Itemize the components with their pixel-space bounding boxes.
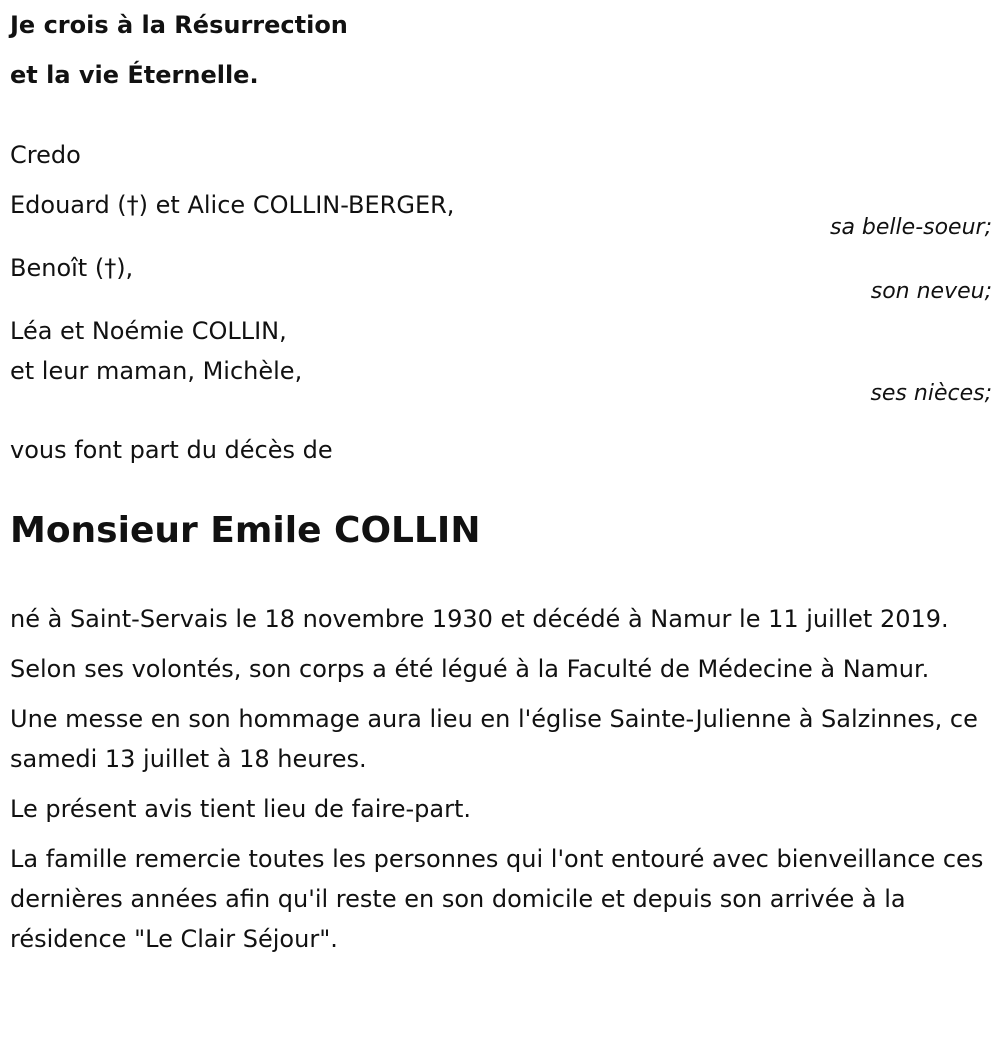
- family-role-1: sa belle-soeur;: [830, 215, 992, 240]
- notice-paragraph: Le présent avis tient lieu de faire-part.: [10, 795, 472, 823]
- body-donation-paragraph: Selon ses volontés, son corps a été légué à la Faculté de Médecine à Namur.: [10, 655, 930, 683]
- deceased-name: Monsieur Emile COLLIN: [10, 510, 481, 551]
- family-member-3b: et leur maman, Michèle,: [10, 357, 303, 385]
- family-member-3: Léa et Noémie COLLIN,: [10, 317, 287, 345]
- mass-paragraph: Une messe en son hommage aura lieu en l'église Sainte-Julienne à Salzinnes, ce samedi 13 juillet à 18 heures.: [10, 705, 978, 773]
- verse: [10, 0, 992, 100]
- birth-death-paragraph: né à Saint-Servais le 18 novembre 1930 et décédé à Namur le 11 juillet 2019.: [10, 605, 949, 633]
- credo-label: Credo: [10, 141, 81, 169]
- verse-line-2: et la vie Éternelle.: [10, 61, 259, 89]
- family-member-2: Benoît (†),: [10, 254, 134, 282]
- thanks-paragraph: La famille remercie toutes les personnes qui l'ont entouré avec bienveillance ces dernières années afin qu'il reste en son domicile et depuis son arrivée à la résidence "Le Clair Séjour".: [10, 845, 984, 953]
- family-role-2: son neveu;: [870, 279, 992, 304]
- family-role-3: ses nièces;: [870, 381, 992, 406]
- obituary-notice: [10, 0, 992, 953]
- intro-text: vous font part du décès de: [10, 436, 333, 464]
- family-member-1: Edouard (†) et Alice COLLIN-BERGER,: [10, 191, 455, 219]
- notice-body: [10, 599, 992, 969]
- verse-line-1: Je crois à la Résurrection: [10, 11, 348, 39]
